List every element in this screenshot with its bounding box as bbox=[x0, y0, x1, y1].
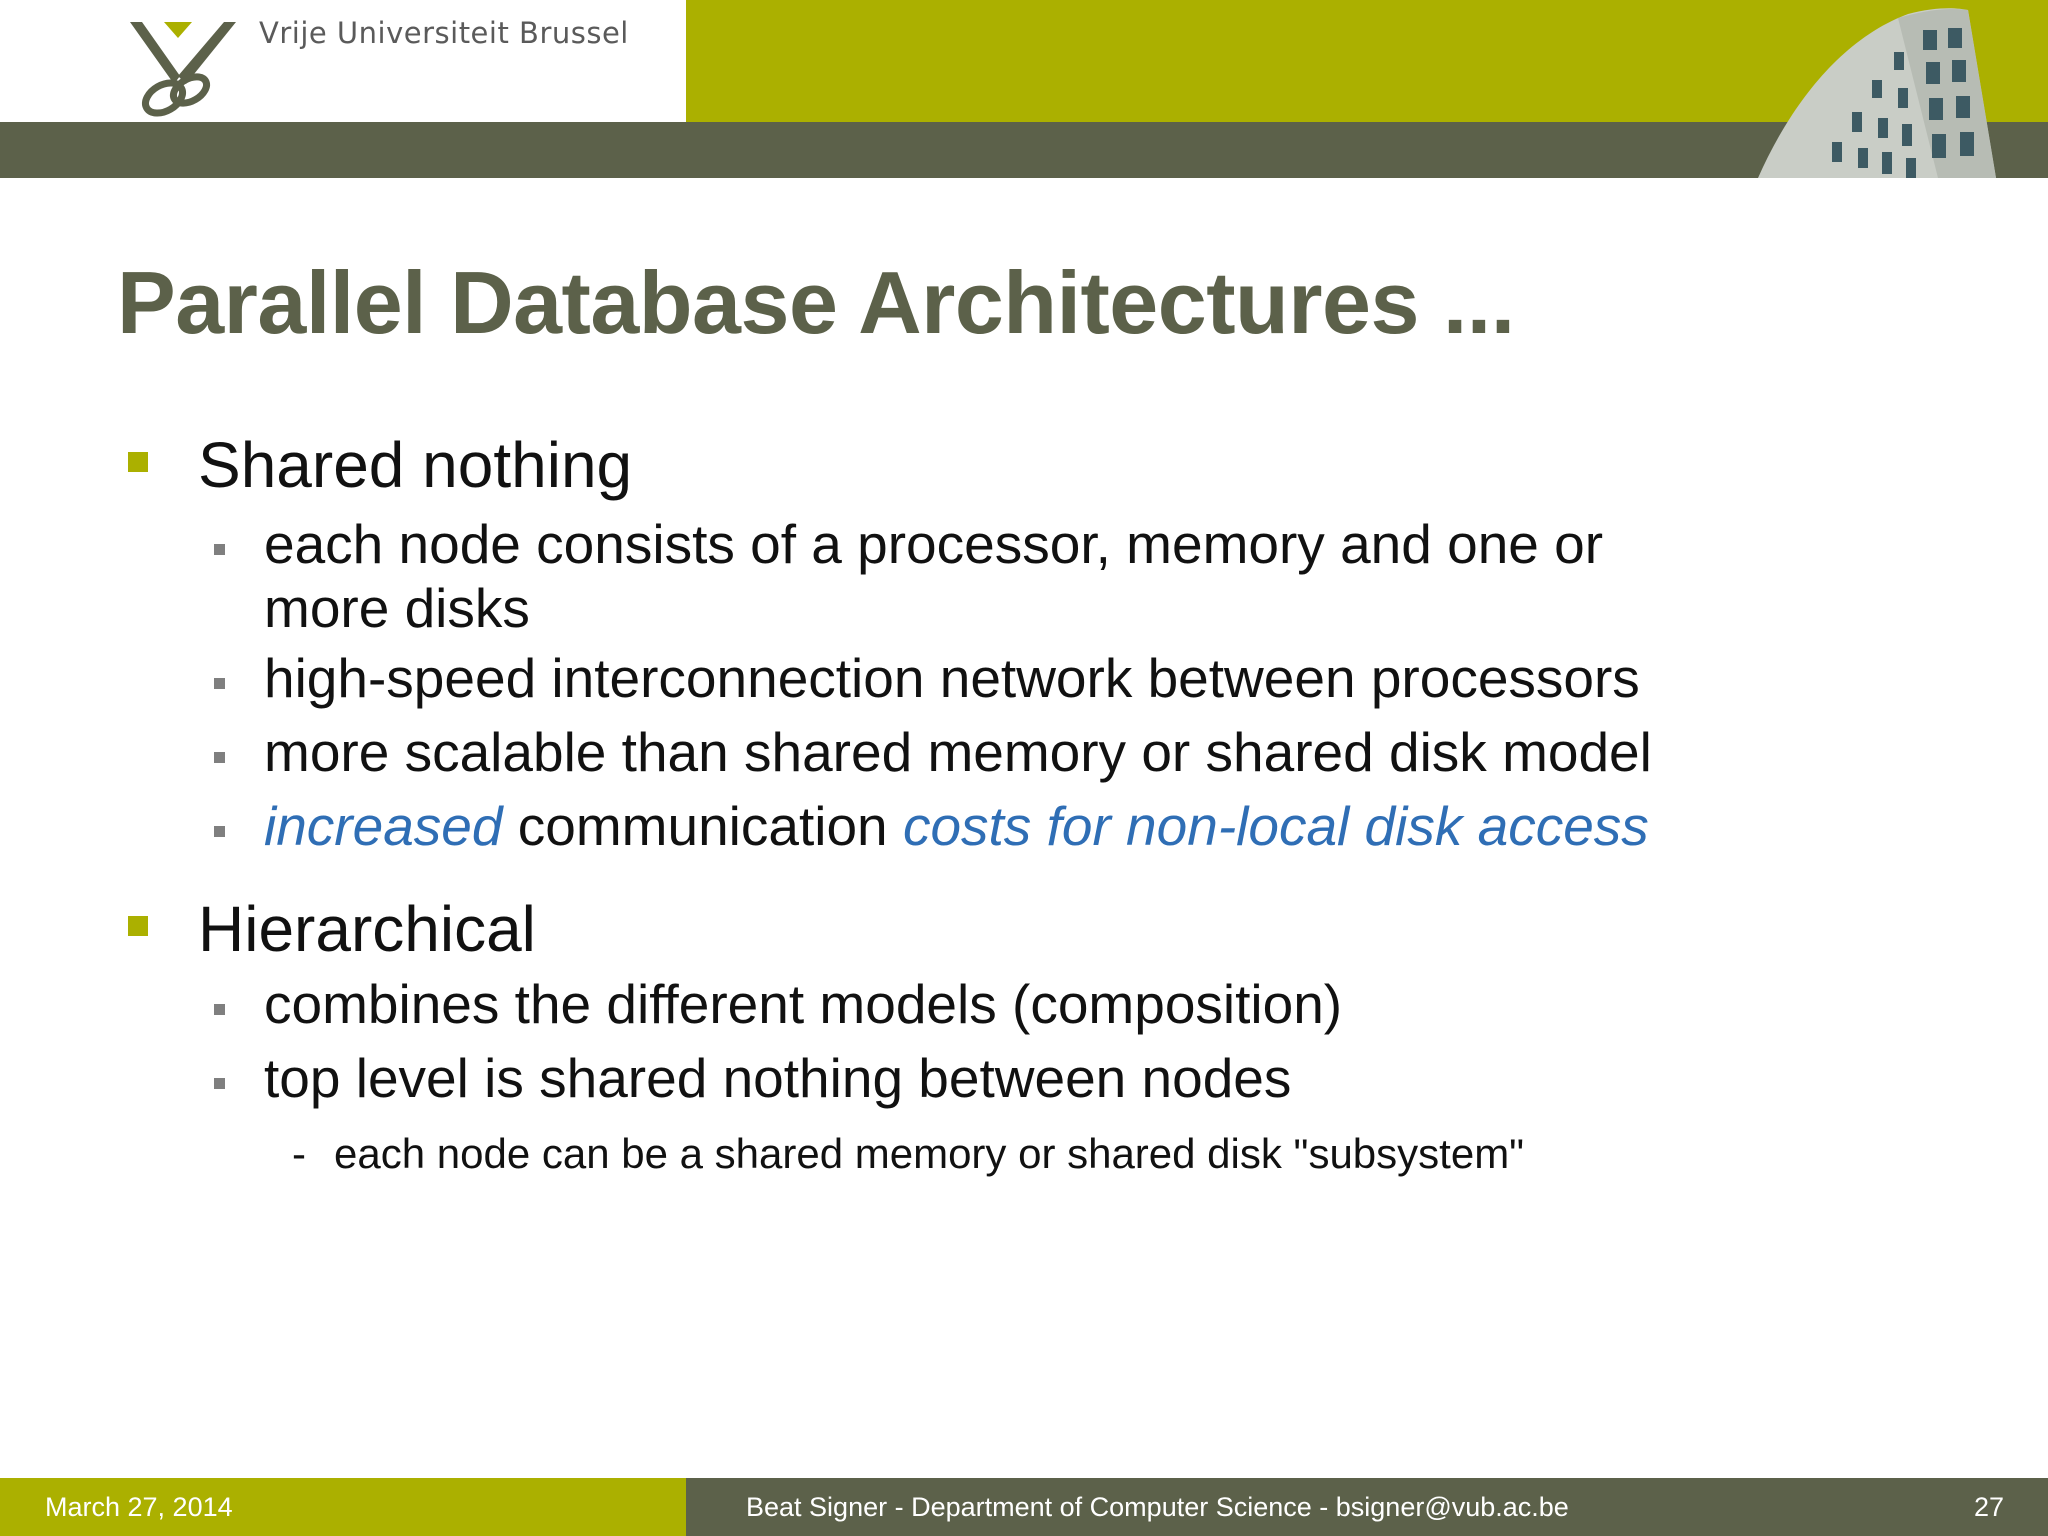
header-dark-band bbox=[0, 122, 2048, 178]
list-item-text: communication bbox=[502, 795, 903, 857]
list-item-line: each node consists of a processor, memory and one or bbox=[264, 513, 1604, 575]
bullet-square-icon bbox=[214, 1078, 225, 1089]
sub-list-item: each node can be a shared memory or shared disk "subsystem" bbox=[334, 1130, 1525, 1177]
university-name: Vrije Universiteit Brussel bbox=[259, 16, 629, 50]
bullet-square-icon bbox=[214, 678, 225, 689]
slide-footer bbox=[0, 1478, 2048, 1536]
logo-area bbox=[0, 0, 686, 122]
footer-author: Beat Signer - Department of Computer Science - bsigner@vub.ac.be bbox=[746, 1492, 1569, 1522]
page-number: 27 bbox=[1973, 1492, 2004, 1522]
list-item bbox=[264, 794, 1649, 858]
emphasis-text: costs for non-local disk access bbox=[902, 795, 1649, 857]
slide-header bbox=[0, 0, 2048, 178]
sub-bullet-dash: - bbox=[292, 1130, 306, 1177]
footer-date: March 27, 2014 bbox=[45, 1492, 233, 1522]
list-item: more scalable than shared memory or shared disk model bbox=[264, 721, 1652, 783]
building-photo bbox=[1748, 0, 2008, 178]
section-heading: Hierarchical bbox=[198, 893, 536, 965]
section-heading: Shared nothing bbox=[198, 429, 633, 501]
bullet-square-icon bbox=[128, 916, 148, 936]
list-item bbox=[264, 512, 1603, 640]
slide-title: Parallel Database Architectures ... bbox=[117, 253, 1515, 352]
bullet-square-icon bbox=[214, 544, 225, 555]
list-item-line: more disks bbox=[264, 577, 530, 639]
list-item: high-speed interconnection network between processors bbox=[264, 647, 1640, 709]
bullet-square-icon bbox=[214, 1004, 225, 1015]
emphasis-text: increased bbox=[264, 795, 503, 857]
list-item: combines the different models (composition) bbox=[264, 973, 1343, 1035]
bullet-square-icon bbox=[128, 452, 148, 472]
vub-logo-icon bbox=[118, 18, 238, 118]
list-item: top level is shared nothing between nodes bbox=[264, 1047, 1292, 1109]
bullet-square-icon bbox=[214, 826, 225, 837]
bullet-square-icon bbox=[214, 752, 225, 763]
